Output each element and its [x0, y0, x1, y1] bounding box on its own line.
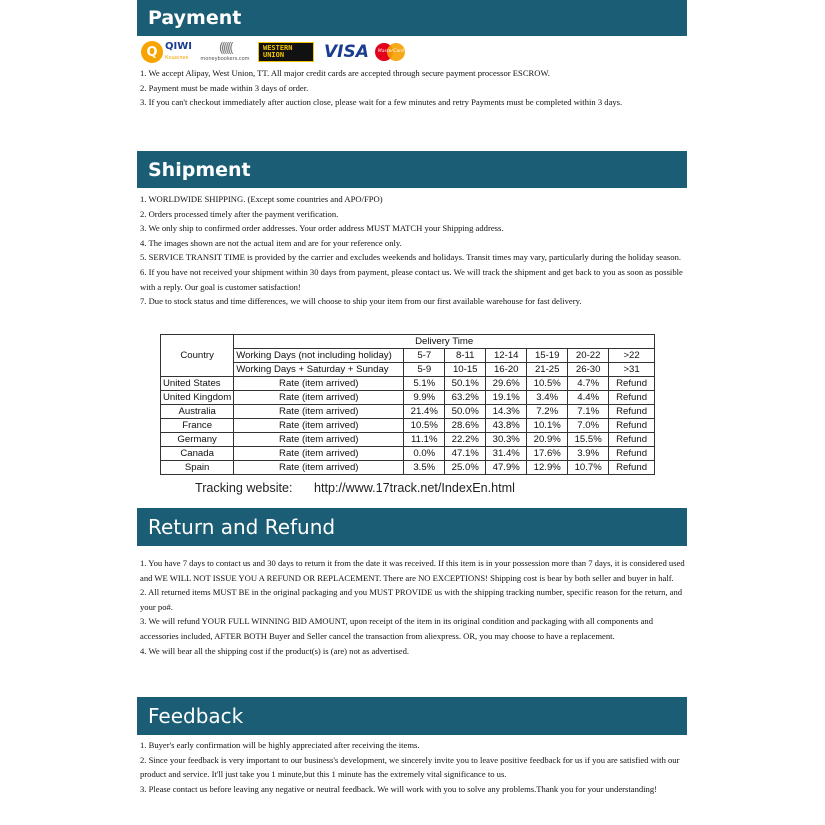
table-cell: 19.1%: [486, 391, 527, 405]
table-cell: 31.4%: [486, 447, 527, 461]
country-cell: United Kingdom: [161, 391, 234, 405]
return-refund-header: [137, 508, 687, 546]
table-cell: 22.2%: [445, 433, 486, 447]
table-cell: 29.6%: [486, 377, 527, 391]
list-item: 6. If you have not received your shipment within 30 days from payment, please contact us. We will track the shipment and get back to you as soon as possible with a reply. Our goal is customer satisfaction!: [140, 266, 683, 292]
list-item: 5. SERVICE TRANSIT TIME is provided by the carrier and excludes weekends and holidays. Transit times may vary, particularly during the holiday season.: [140, 252, 682, 263]
payment-title: Payment: [148, 7, 242, 29]
rate-label-cell: Rate (item arrived): [234, 433, 404, 447]
qiwi-circle-icon: Q: [141, 41, 163, 63]
rate-label-cell: Rate (item arrived): [234, 461, 404, 475]
table-row: [161, 447, 655, 461]
table-row: [161, 363, 655, 377]
list-item: 2. Since your feedback is very important to our business's development, we sincerely invite you to leave positive feedback for us if you are satisfied with our product and service. It'll just take you 1 minute,but this 1 minute has the extremely vital significance to us.: [140, 754, 680, 780]
payment-logos: [141, 40, 407, 64]
mastercard-label: MasterCard: [377, 49, 404, 54]
table-cell: Refund: [609, 377, 655, 391]
table-cell: Refund: [609, 447, 655, 461]
payment-header: [137, 0, 687, 36]
country-cell: Spain: [161, 461, 234, 475]
table-cell: 10.5%: [527, 377, 568, 391]
feedback-header: [137, 697, 687, 735]
list-item: 7. Due to stock status and time differences, we will choose to ship your item from our first available warehouse for fast delivery.: [140, 296, 582, 307]
table-cell: Refund: [609, 461, 655, 475]
country-cell: Australia: [161, 405, 234, 419]
qiwi-label: QIWI: [165, 40, 192, 52]
list-item: 4. The images shown are not the actual item and are for your reference only.: [140, 237, 402, 248]
table-cell: 8-11: [445, 349, 486, 363]
table-cell: 15-19: [527, 349, 568, 363]
table-cell: 20-22: [568, 349, 609, 363]
moneybookers-rings-icon: ((((((: [218, 41, 232, 56]
table-cell: 21-25: [527, 363, 568, 377]
table-cell: 30.3%: [486, 433, 527, 447]
list-item: 3. Please contact us before leaving any negative or neutral feedback. We will work with you to solve any problems.Thank you for your understanding!: [140, 783, 658, 794]
qiwi-logo: [141, 41, 192, 63]
table-cell: 10.7%: [568, 461, 609, 475]
country-cell: Canada: [161, 447, 234, 461]
shipment-list: [140, 192, 685, 309]
table-cell: 10.5%: [404, 419, 445, 433]
country-header: Country: [161, 335, 234, 377]
feedback-list: [140, 738, 685, 796]
list-item: 2. Orders processed timely after the payment verification.: [140, 208, 339, 219]
list-item: 3. We will refund YOUR FULL WINNING BID AMOUNT, upon receipt of the item in its original condition and packaging with all components and accessories included, AFTER BOTH Buyer and Seller cancel the transaction from aliexpress. OR, you may choose to have a replacement.: [140, 616, 654, 641]
table-cell: 50.0%: [445, 405, 486, 419]
table-cell: 5-9: [404, 363, 445, 377]
table-cell: 7.0%: [568, 419, 609, 433]
table-cell: 9.9%: [404, 391, 445, 405]
list-item: 3. If you can't checkout immediately after auction close, please wait for a few minutes and retry Payments must be completed within 3 days.: [140, 97, 623, 108]
list-item: 1. You have 7 days to contact us and 30 days to return it from the date it was received. If this item is in your possession more than 7 days, it is considered used and WE WILL NOT ISSUE YOU A REFUND OR REPLACEMENT. There are NO EXCEPTIONS! Shipping cost is bear by both seller and buyer in half.: [140, 558, 685, 583]
table-cell: 43.8%: [486, 419, 527, 433]
list-item: 1. We accept Alipay, West Union, TT. All major credit cards are accepted through secure payment processor ESCROW.: [140, 68, 550, 78]
table-cell: 21.4%: [404, 405, 445, 419]
list-item: 4. We will bear all the shipping cost if the product(s) is (are) not as advertised.: [140, 645, 410, 656]
table-cell: 11.1%: [404, 433, 445, 447]
table-row: [161, 419, 655, 433]
table-cell: 7.1%: [568, 405, 609, 419]
delivery-time-header: Delivery Time: [234, 335, 655, 349]
table-cell: 12-14: [486, 349, 527, 363]
return-refund-list: [140, 556, 685, 658]
list-item: 1. WORLDWIDE SHIPPING. (Except some countries and APO/FPO): [140, 194, 383, 204]
table-cell: >31: [609, 363, 655, 377]
table-cell: 5-7: [404, 349, 445, 363]
table-row: [161, 391, 655, 405]
rate-label-cell: Rate (item arrived): [234, 405, 404, 419]
table-row: [161, 405, 655, 419]
table-cell: 47.9%: [486, 461, 527, 475]
tracking-line: [195, 481, 515, 495]
table-cell: Refund: [609, 391, 655, 405]
country-cell: France: [161, 419, 234, 433]
shipment-title: Shipment: [148, 158, 251, 181]
table-cell: 3.5%: [404, 461, 445, 475]
western-union-line2: UNION: [262, 51, 285, 59]
table-cell: >22: [609, 349, 655, 363]
table-cell: Refund: [609, 433, 655, 447]
working-days-label: Working Days (not including holiday): [234, 349, 404, 363]
western-union-logo: [258, 42, 314, 62]
rate-label-cell: Rate (item arrived): [234, 447, 404, 461]
table-row: [161, 335, 655, 349]
tracking-label: Tracking website:: [195, 481, 293, 495]
delivery-time-table: [160, 334, 655, 475]
table-cell: 14.3%: [486, 405, 527, 419]
table-cell: 16-20: [486, 363, 527, 377]
shipment-header: [137, 151, 687, 188]
moneybookers-logo: [198, 42, 252, 62]
table-cell: 7.2%: [527, 405, 568, 419]
table-cell: 15.5%: [568, 433, 609, 447]
table-cell: 10-15: [445, 363, 486, 377]
return-refund-title: Return and Refund: [148, 515, 336, 539]
table-cell: 26-30: [568, 363, 609, 377]
working-days-weekend-label: Working Days + Saturday + Sunday: [234, 363, 404, 377]
mastercard-logo: [375, 42, 407, 62]
table-cell: 12.9%: [527, 461, 568, 475]
table-cell: 25.0%: [445, 461, 486, 475]
feedback-title: Feedback: [148, 704, 244, 728]
table-row: [161, 377, 655, 391]
table-cell: 28.6%: [445, 419, 486, 433]
list-item: 1. Buyer's early confirmation will be highly appreciated after receiving the items.: [140, 740, 420, 750]
country-cell: Germany: [161, 433, 234, 447]
rate-label-cell: Rate (item arrived): [234, 377, 404, 391]
rate-label-cell: Rate (item arrived): [234, 419, 404, 433]
table-cell: 17.6%: [527, 447, 568, 461]
list-item: 2. Payment must be made within 3 days of order.: [140, 82, 309, 93]
table-cell: 63.2%: [445, 391, 486, 405]
table-cell: 20.9%: [527, 433, 568, 447]
list-item: 2. All returned items MUST BE in the original packaging and you MUST PROVIDE us with the shipping tracking number, specific reason for the return, and your po#.: [140, 587, 683, 612]
rate-label-cell: Rate (item arrived): [234, 391, 404, 405]
country-cell: United States: [161, 377, 234, 391]
table-cell: 4.4%: [568, 391, 609, 405]
table-row: [161, 349, 655, 363]
list-item: 3. We only ship to confirmed order addresses. Your order address MUST MATCH your Shipping address.: [140, 223, 504, 234]
qiwi-sub-label: Кошелек: [165, 54, 189, 61]
table-cell: Refund: [609, 405, 655, 419]
visa-logo: VISA: [323, 42, 369, 62]
table-row: [161, 433, 655, 447]
table-cell: 4.7%: [568, 377, 609, 391]
table-cell: 10.1%: [527, 419, 568, 433]
table-cell: 5.1%: [404, 377, 445, 391]
tracking-link[interactable]: http://www.17track.net/IndexEn.html: [314, 481, 515, 495]
payment-list: [140, 66, 685, 110]
table-row: [161, 461, 655, 475]
table-cell: 50.1%: [445, 377, 486, 391]
table-cell: 0.0%: [404, 447, 445, 461]
table-cell: 3.4%: [527, 391, 568, 405]
table-cell: 3.9%: [568, 447, 609, 461]
western-union-line1: WESTERN: [262, 44, 293, 52]
table-cell: Refund: [609, 419, 655, 433]
moneybookers-label: moneybookers.com: [200, 56, 250, 62]
table-cell: 47.1%: [445, 447, 486, 461]
